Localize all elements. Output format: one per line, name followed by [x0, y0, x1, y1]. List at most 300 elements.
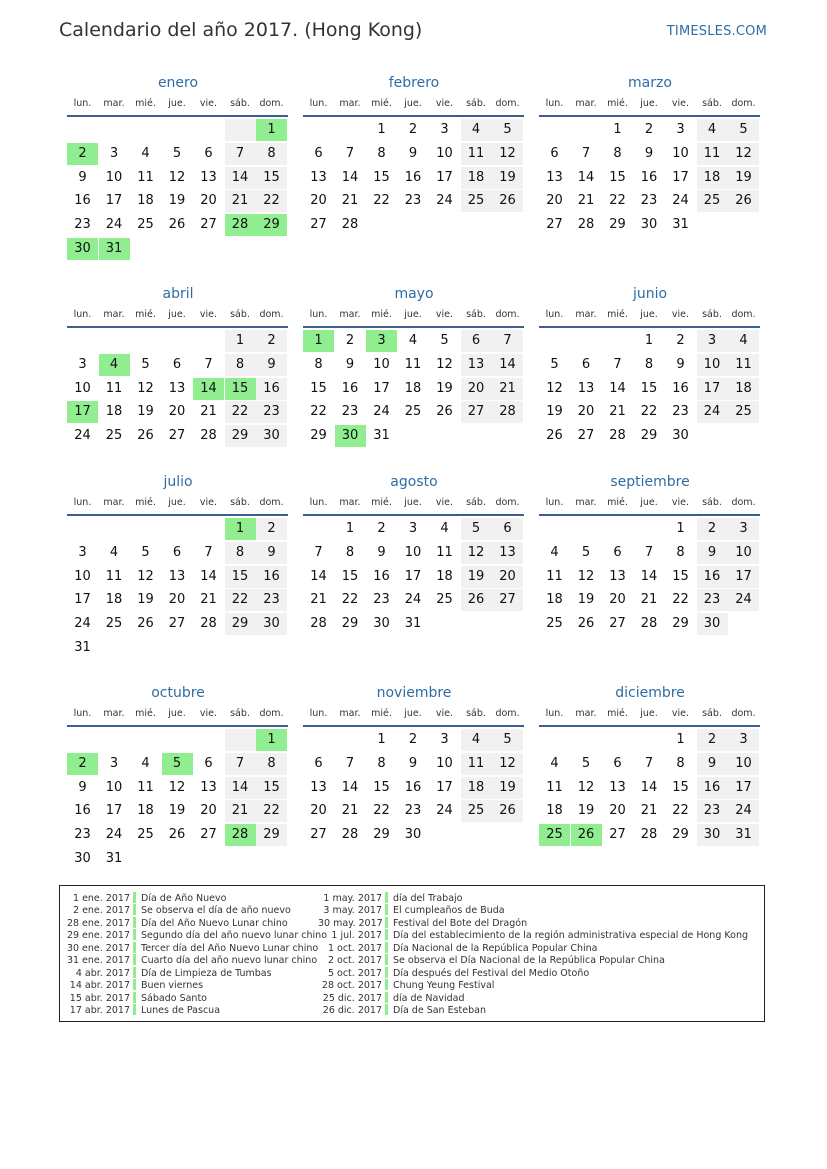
day-cell[interactable]: 8 [225, 542, 256, 564]
day-cell[interactable]: 29 [373, 827, 390, 843]
day-cell[interactable]: 8 [676, 755, 685, 771]
day-cell[interactable]: 27 [461, 401, 492, 423]
day-cell[interactable]: 4 [697, 119, 728, 141]
day-cell[interactable]: 14 [341, 169, 359, 185]
day-cell[interactable]: 23 [404, 193, 422, 209]
day-cell[interactable]: 6 [550, 145, 559, 161]
day-cell[interactable]: 14 [492, 354, 523, 376]
day-cell[interactable]: 1 [676, 732, 685, 747]
day-cell[interactable]: 15 [672, 568, 689, 584]
day-cell[interactable]: 15 [225, 566, 256, 588]
day-cell[interactable]: 27 [609, 827, 626, 843]
day-cell[interactable]: 4 [440, 521, 449, 536]
day-cell[interactable]: 19 [137, 592, 154, 608]
day-cell[interactable]: 24 [436, 803, 453, 819]
day-cell[interactable]: 18 [105, 592, 123, 608]
day-cell[interactable]: 25 [105, 616, 123, 632]
day-cell[interactable]: 22 [310, 404, 327, 420]
day-cell[interactable]: 23 [697, 589, 728, 611]
day-cell[interactable]: 20 [310, 803, 327, 819]
day-cell[interactable]: 30 [256, 425, 287, 447]
holiday-day-cell[interactable]: 14 [193, 378, 224, 400]
holiday-day-cell[interactable]: 25 [539, 824, 570, 846]
day-cell[interactable]: 29 [640, 428, 658, 444]
day-cell[interactable]: 13 [200, 779, 217, 795]
day-cell[interactable]: 24 [105, 217, 123, 233]
day-cell[interactable]: 12 [168, 169, 186, 185]
day-cell[interactable]: 28 [341, 217, 359, 233]
day-cell[interactable]: 28 [492, 401, 523, 423]
day-cell[interactable]: 13 [310, 169, 327, 185]
day-cell[interactable]: 12 [168, 779, 186, 795]
holiday-day-cell[interactable]: 1 [303, 330, 334, 352]
day-cell[interactable]: 12 [546, 380, 563, 396]
day-cell[interactable]: 14 [225, 167, 256, 189]
day-cell[interactable]: 13 [168, 568, 186, 584]
day-cell[interactable]: 19 [728, 167, 759, 189]
day-cell[interactable]: 23 [672, 404, 689, 420]
day-cell[interactable]: 24 [74, 428, 91, 444]
day-cell[interactable]: 25 [105, 428, 123, 444]
day-cell[interactable]: 11 [546, 568, 563, 584]
day-cell[interactable]: 10 [105, 169, 123, 185]
day-cell[interactable]: 11 [461, 143, 492, 165]
day-cell[interactable]: 23 [373, 592, 390, 608]
day-cell[interactable]: 21 [200, 404, 217, 420]
holiday-day-cell[interactable]: 31 [99, 238, 130, 260]
day-cell[interactable]: 11 [436, 544, 453, 560]
day-cell[interactable]: 13 [200, 169, 217, 185]
day-cell[interactable]: 19 [577, 592, 595, 608]
day-cell[interactable]: 31 [404, 616, 422, 632]
day-cell[interactable]: 3 [78, 544, 87, 560]
day-cell[interactable]: 25 [461, 190, 492, 212]
day-cell[interactable]: 8 [377, 145, 386, 161]
day-cell[interactable]: 7 [492, 330, 523, 352]
day-cell[interactable]: 23 [256, 401, 287, 423]
day-cell[interactable]: 11 [461, 753, 492, 775]
day-cell[interactable]: 19 [492, 777, 523, 799]
day-cell[interactable]: 4 [461, 729, 492, 751]
day-cell[interactable]: 3 [408, 521, 418, 536]
day-cell[interactable]: 21 [640, 592, 658, 608]
day-cell[interactable]: 9 [345, 356, 355, 372]
day-cell[interactable]: 3 [109, 145, 119, 161]
day-cell[interactable]: 24 [404, 592, 422, 608]
day-cell[interactable]: 26 [461, 589, 492, 611]
day-cell[interactable]: 27 [310, 827, 327, 843]
day-cell[interactable]: 18 [461, 167, 492, 189]
day-cell[interactable]: 21 [341, 193, 359, 209]
day-cell[interactable]: 24 [728, 800, 759, 822]
day-cell[interactable]: 22 [225, 401, 256, 423]
day-cell[interactable]: 27 [492, 589, 523, 611]
day-cell[interactable]: 28 [609, 428, 626, 444]
day-cell[interactable]: 29 [225, 425, 256, 447]
day-cell[interactable]: 18 [137, 803, 154, 819]
day-cell[interactable]: 21 [310, 592, 327, 608]
holiday-day-cell[interactable]: 2 [67, 143, 98, 165]
day-cell[interactable]: 12 [728, 143, 759, 165]
day-cell[interactable]: 12 [577, 568, 595, 584]
day-cell[interactable]: 2 [408, 732, 418, 747]
day-cell[interactable]: 3 [440, 122, 449, 137]
holiday-day-cell[interactable]: 2 [67, 753, 98, 775]
day-cell[interactable]: 13 [168, 380, 186, 396]
day-cell[interactable]: 17 [404, 568, 422, 584]
day-cell[interactable]: 10 [436, 755, 453, 771]
day-cell[interactable]: 6 [492, 518, 523, 540]
day-cell[interactable]: 1 [676, 521, 685, 536]
day-cell[interactable]: 3 [78, 356, 87, 372]
day-cell[interactable]: 21 [492, 378, 523, 400]
day-cell[interactable]: 7 [204, 544, 213, 560]
day-cell[interactable]: 5 [461, 518, 492, 540]
day-cell[interactable]: 23 [404, 803, 422, 819]
day-cell[interactable]: 4 [728, 330, 759, 352]
day-cell[interactable]: 15 [640, 380, 658, 396]
day-cell[interactable]: 11 [546, 779, 563, 795]
day-cell[interactable]: 27 [168, 428, 186, 444]
day-cell[interactable]: 17 [436, 779, 453, 795]
day-cell[interactable]: 24 [74, 616, 91, 632]
day-cell[interactable]: 22 [256, 800, 287, 822]
day-cell[interactable]: 13 [577, 380, 595, 396]
day-cell[interactable]: 7 [204, 356, 213, 372]
day-cell[interactable]: 17 [697, 378, 728, 400]
day-cell[interactable]: 2 [676, 333, 685, 348]
day-cell[interactable]: 28 [640, 827, 658, 843]
holiday-day-cell[interactable]: 3 [366, 330, 397, 352]
day-cell[interactable]: 24 [105, 827, 123, 843]
holiday-day-cell[interactable]: 1 [225, 518, 256, 540]
day-cell[interactable]: 18 [461, 777, 492, 799]
holiday-day-cell[interactable]: 30 [335, 425, 366, 447]
day-cell[interactable]: 11 [728, 354, 759, 376]
day-cell[interactable]: 6 [172, 356, 182, 372]
holiday-day-cell[interactable]: 5 [162, 753, 193, 775]
day-cell[interactable]: 7 [644, 544, 654, 560]
day-cell[interactable]: 27 [577, 428, 595, 444]
day-cell[interactable]: 8 [613, 145, 622, 161]
day-cell[interactable]: 4 [109, 544, 119, 560]
day-cell[interactable]: 3 [676, 122, 685, 137]
day-cell[interactable]: 25 [137, 217, 154, 233]
day-cell[interactable]: 6 [461, 330, 492, 352]
day-cell[interactable]: 6 [613, 755, 622, 771]
day-cell[interactable]: 8 [676, 544, 685, 560]
day-cell[interactable]: 11 [105, 380, 123, 396]
day-cell[interactable]: 22 [672, 592, 689, 608]
day-cell[interactable]: 19 [137, 404, 154, 420]
day-cell[interactable]: 25 [728, 401, 759, 423]
day-cell[interactable]: 11 [105, 568, 123, 584]
day-cell[interactable]: 21 [609, 404, 626, 420]
day-cell[interactable]: 16 [697, 566, 728, 588]
day-cell[interactable]: 5 [581, 755, 591, 771]
day-cell[interactable]: 12 [577, 779, 595, 795]
day-cell[interactable]: 18 [728, 378, 759, 400]
day-cell[interactable]: 16 [697, 777, 728, 799]
day-cell[interactable]: 6 [172, 544, 182, 560]
day-cell[interactable]: 7 [644, 755, 654, 771]
day-cell[interactable]: 17 [728, 566, 759, 588]
day-cell[interactable]: 26 [436, 404, 453, 420]
day-cell[interactable]: 5 [172, 145, 182, 161]
day-cell[interactable]: 13 [609, 779, 626, 795]
day-cell[interactable]: 29 [672, 827, 689, 843]
day-cell[interactable]: 16 [404, 779, 422, 795]
day-cell[interactable]: 5 [492, 729, 523, 751]
day-cell[interactable]: 11 [137, 779, 154, 795]
day-cell[interactable]: 2 [644, 122, 654, 137]
day-cell[interactable]: 31 [373, 428, 390, 444]
day-cell[interactable]: 19 [577, 803, 595, 819]
day-cell[interactable]: 25 [546, 616, 563, 632]
day-cell[interactable]: 21 [640, 803, 658, 819]
day-cell[interactable]: 14 [609, 380, 626, 396]
day-cell[interactable]: 17 [105, 193, 123, 209]
day-cell[interactable]: 24 [373, 404, 390, 420]
day-cell[interactable]: 18 [137, 193, 154, 209]
day-cell[interactable]: 23 [640, 193, 658, 209]
day-cell[interactable]: 19 [168, 193, 186, 209]
day-cell[interactable]: 6 [314, 145, 323, 161]
day-cell[interactable]: 14 [341, 779, 359, 795]
day-cell[interactable]: 24 [728, 589, 759, 611]
day-cell[interactable]: 22 [225, 589, 256, 611]
day-cell[interactable]: 10 [404, 544, 422, 560]
day-cell[interactable]: 1 [345, 521, 355, 536]
day-cell[interactable]: 25 [436, 592, 453, 608]
day-cell[interactable]: 28 [310, 616, 327, 632]
day-cell[interactable]: 26 [577, 616, 595, 632]
day-cell[interactable]: 21 [225, 190, 256, 212]
day-cell[interactable]: 20 [492, 566, 523, 588]
day-cell[interactable]: 26 [546, 428, 563, 444]
day-cell[interactable]: 9 [644, 145, 654, 161]
day-cell[interactable]: 29 [672, 616, 689, 632]
day-cell[interactable]: 23 [256, 589, 287, 611]
day-cell[interactable]: 16 [256, 378, 287, 400]
day-cell[interactable]: 19 [461, 566, 492, 588]
day-cell[interactable]: 30 [256, 613, 287, 635]
day-cell[interactable]: 20 [577, 404, 595, 420]
day-cell[interactable]: 10 [436, 145, 453, 161]
day-cell[interactable]: 11 [137, 169, 154, 185]
day-cell[interactable]: 30 [640, 217, 658, 233]
day-cell[interactable]: 20 [200, 803, 217, 819]
day-cell[interactable]: 10 [74, 380, 91, 396]
day-cell[interactable]: 14 [200, 568, 217, 584]
day-cell[interactable]: 2 [377, 521, 386, 536]
day-cell[interactable]: 15 [373, 169, 390, 185]
day-cell[interactable]: 16 [256, 566, 287, 588]
day-cell[interactable]: 14 [640, 568, 658, 584]
day-cell[interactable]: 1 [377, 732, 386, 747]
day-cell[interactable]: 20 [310, 193, 327, 209]
day-cell[interactable]: 18 [105, 404, 123, 420]
day-cell[interactable]: 31 [728, 824, 759, 846]
day-cell[interactable]: 21 [225, 800, 256, 822]
day-cell[interactable]: 29 [256, 824, 287, 846]
day-cell[interactable]: 8 [377, 755, 386, 771]
day-cell[interactable]: 1 [613, 122, 622, 137]
day-cell[interactable]: 12 [137, 568, 154, 584]
day-cell[interactable]: 21 [200, 592, 217, 608]
day-cell[interactable]: 18 [697, 167, 728, 189]
day-cell[interactable]: 1 [377, 122, 386, 137]
day-cell[interactable]: 26 [492, 190, 523, 212]
day-cell[interactable]: 27 [310, 217, 327, 233]
day-cell[interactable]: 26 [168, 217, 186, 233]
day-cell[interactable]: 9 [408, 145, 418, 161]
day-cell[interactable]: 25 [461, 800, 492, 822]
day-cell[interactable]: 20 [461, 378, 492, 400]
day-cell[interactable]: 9 [78, 169, 87, 185]
day-cell[interactable]: 14 [640, 779, 658, 795]
day-cell[interactable]: 8 [314, 356, 323, 372]
day-cell[interactable]: 1 [644, 333, 654, 348]
day-cell[interactable]: 3 [109, 755, 119, 771]
day-cell[interactable]: 27 [546, 217, 563, 233]
day-cell[interactable]: 20 [546, 193, 563, 209]
day-cell[interactable]: 5 [141, 544, 150, 560]
day-cell[interactable]: 7 [581, 145, 591, 161]
day-cell[interactable]: 15 [672, 779, 689, 795]
day-cell[interactable]: 2 [697, 518, 728, 540]
holiday-day-cell[interactable]: 26 [571, 824, 602, 846]
holiday-day-cell[interactable]: 4 [99, 354, 130, 376]
day-cell[interactable]: 10 [105, 779, 123, 795]
day-cell[interactable]: 20 [168, 592, 186, 608]
day-cell[interactable]: 15 [609, 169, 626, 185]
day-cell[interactable]: 19 [492, 167, 523, 189]
day-cell[interactable]: 22 [672, 803, 689, 819]
day-cell[interactable]: 4 [461, 119, 492, 141]
day-cell[interactable]: 28 [577, 217, 595, 233]
day-cell[interactable]: 13 [546, 169, 563, 185]
day-cell[interactable]: 17 [373, 380, 390, 396]
day-cell[interactable]: 13 [492, 542, 523, 564]
day-cell[interactable]: 24 [697, 401, 728, 423]
holiday-day-cell[interactable]: 29 [256, 214, 287, 236]
day-cell[interactable]: 29 [609, 217, 626, 233]
day-cell[interactable]: 21 [577, 193, 595, 209]
day-cell[interactable]: 7 [345, 755, 355, 771]
day-cell[interactable]: 14 [225, 777, 256, 799]
holiday-day-cell[interactable]: 28 [225, 824, 256, 846]
day-cell[interactable]: 18 [546, 592, 563, 608]
day-cell[interactable]: 15 [341, 568, 359, 584]
day-cell[interactable]: 23 [697, 800, 728, 822]
day-cell[interactable]: 21 [341, 803, 359, 819]
day-cell[interactable]: 19 [546, 404, 563, 420]
day-cell[interactable]: 3 [697, 330, 728, 352]
day-cell[interactable]: 10 [74, 568, 91, 584]
day-cell[interactable]: 5 [581, 544, 591, 560]
day-cell[interactable]: 30 [697, 824, 728, 846]
day-cell[interactable]: 3 [440, 732, 449, 747]
day-cell[interactable]: 18 [436, 568, 453, 584]
day-cell[interactable]: 9 [377, 544, 386, 560]
day-cell[interactable]: 9 [256, 354, 287, 376]
day-cell[interactable]: 15 [310, 380, 327, 396]
day-cell[interactable]: 12 [461, 542, 492, 564]
day-cell[interactable]: 12 [492, 143, 523, 165]
holiday-day-cell[interactable]: 1 [256, 119, 287, 141]
day-cell[interactable]: 13 [609, 568, 626, 584]
day-cell[interactable]: 8 [644, 356, 654, 372]
day-cell[interactable]: 4 [141, 755, 150, 771]
day-cell[interactable]: 2 [256, 330, 287, 352]
day-cell[interactable]: 22 [640, 404, 658, 420]
holiday-day-cell[interactable]: 17 [67, 401, 98, 423]
day-cell[interactable]: 11 [404, 356, 422, 372]
day-cell[interactable]: 18 [404, 380, 422, 396]
day-cell[interactable]: 22 [373, 803, 390, 819]
day-cell[interactable]: 16 [74, 803, 91, 819]
day-cell[interactable]: 12 [492, 753, 523, 775]
day-cell[interactable]: 23 [74, 827, 91, 843]
day-cell[interactable]: 10 [697, 354, 728, 376]
day-cell[interactable]: 9 [78, 779, 87, 795]
day-cell[interactable]: 8 [256, 753, 287, 775]
day-cell[interactable]: 31 [672, 217, 689, 233]
day-cell[interactable]: 12 [137, 380, 154, 396]
day-cell[interactable]: 30 [697, 613, 728, 635]
day-cell[interactable]: 15 [256, 777, 287, 799]
day-cell[interactable]: 20 [200, 193, 217, 209]
day-cell[interactable]: 16 [640, 169, 658, 185]
day-cell[interactable]: 17 [105, 803, 123, 819]
day-cell[interactable]: 26 [728, 190, 759, 212]
day-cell[interactable]: 28 [200, 428, 217, 444]
day-cell[interactable]: 4 [408, 333, 418, 348]
day-cell[interactable]: 2 [697, 729, 728, 751]
day-cell[interactable]: 5 [440, 333, 449, 348]
day-cell[interactable]: 17 [436, 169, 453, 185]
day-cell[interactable]: 16 [74, 193, 91, 209]
day-cell[interactable]: 5 [550, 356, 559, 372]
day-cell[interactable]: 19 [168, 803, 186, 819]
day-cell[interactable]: 10 [728, 542, 759, 564]
day-cell[interactable]: 9 [697, 542, 728, 564]
day-cell[interactable]: 28 [200, 616, 217, 632]
day-cell[interactable]: 22 [341, 592, 359, 608]
day-cell[interactable]: 16 [672, 380, 689, 396]
day-cell[interactable]: 25 [137, 827, 154, 843]
holiday-day-cell[interactable]: 1 [256, 729, 287, 751]
day-cell[interactable]: 24 [436, 193, 453, 209]
day-cell[interactable]: 16 [404, 169, 422, 185]
day-cell[interactable]: 10 [672, 145, 689, 161]
day-cell[interactable]: 23 [341, 404, 359, 420]
day-cell[interactable]: 4 [141, 145, 150, 161]
day-cell[interactable]: 22 [256, 190, 287, 212]
day-cell[interactable]: 29 [310, 428, 327, 444]
day-cell[interactable]: 6 [613, 544, 622, 560]
day-cell[interactable]: 17 [672, 169, 689, 185]
day-cell[interactable]: 29 [225, 613, 256, 635]
day-cell[interactable]: 1 [225, 330, 256, 352]
day-cell[interactable]: 17 [728, 777, 759, 799]
day-cell[interactable]: 9 [697, 753, 728, 775]
day-cell[interactable]: 4 [550, 544, 559, 560]
day-cell[interactable]: 6 [204, 755, 213, 771]
day-cell[interactable]: 7 [613, 356, 622, 372]
day-cell[interactable]: 9 [408, 755, 418, 771]
